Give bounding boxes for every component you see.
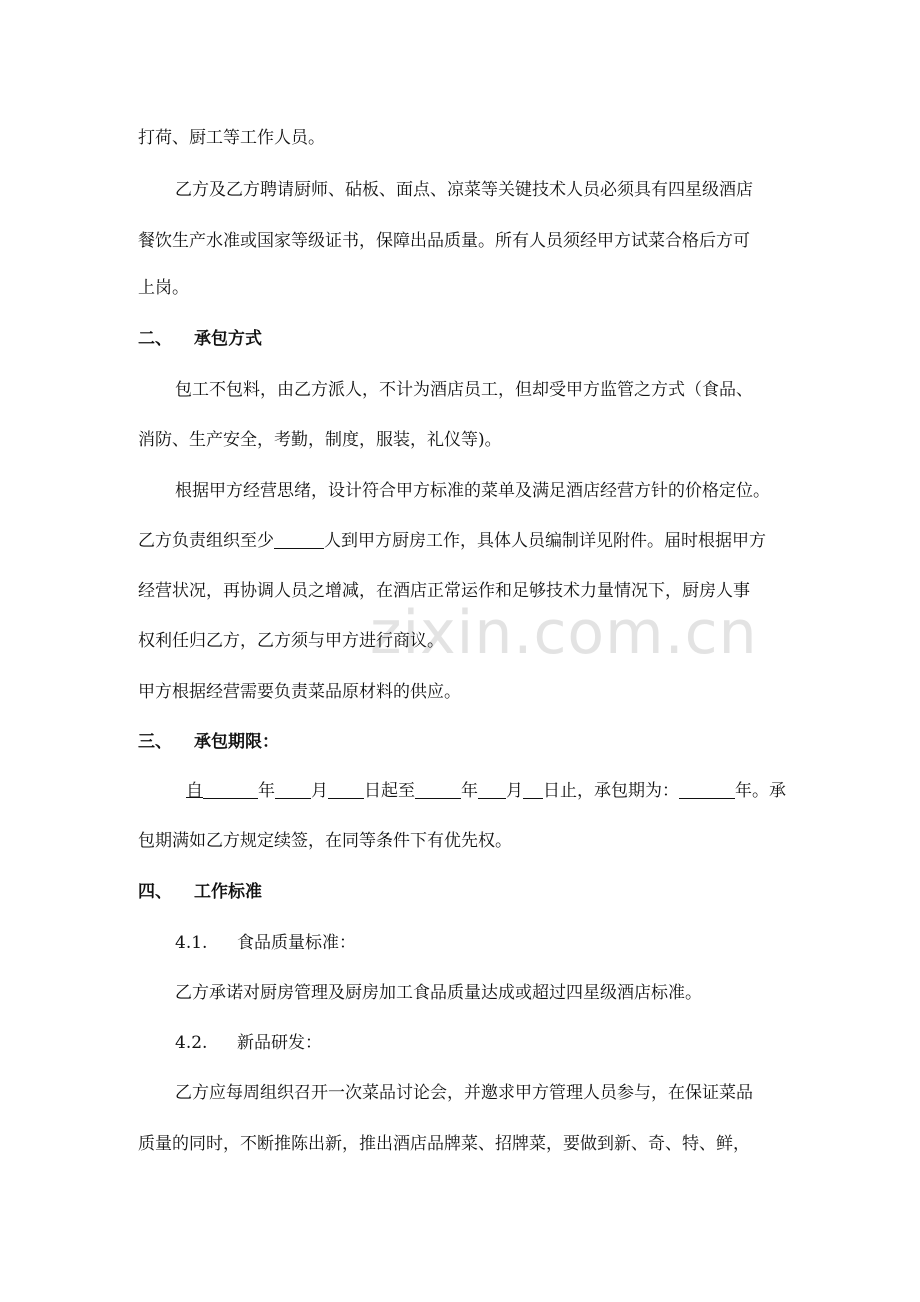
paragraph-line: 包工不包料，由乙方派人，不计为酒店员工，但却受甲方监管之方式（食品、 — [175, 380, 753, 400]
date-line — [186, 780, 786, 802]
paragraph-line: 权利任归乙方，乙方须与甲方进行商议。 — [138, 631, 444, 651]
paragraph-line: 质量的同时，不断推陈出新，推出酒店品牌菜、招牌菜，要做到新、奇、特、鲜， — [138, 1134, 750, 1154]
fill-blank — [679, 780, 735, 799]
paragraph-line: 乙方及乙方聘请厨师、砧板、面点、凉菜等关键技术人员必须具有四星级酒店 — [175, 180, 753, 200]
subsection-4-2 — [175, 1032, 322, 1054]
watermark: zixin.com.cn — [370, 598, 758, 668]
section-heading-3 — [138, 731, 279, 753]
paragraph-line: 包期满如乙方规定续签，在同等条件下有优先权。 — [138, 831, 512, 851]
paragraph-line: 根据甲方经营思绪，设计符合甲方标准的菜单及满足酒店经营方针的价格定位。 — [175, 481, 770, 501]
fill-blank — [523, 780, 543, 799]
paragraph-line — [138, 530, 766, 552]
fill-blank — [275, 780, 311, 799]
subsection-4-1 — [175, 932, 356, 954]
text-segment: 年 — [461, 781, 478, 801]
section-number: 三、 — [138, 732, 172, 752]
paragraph-line: 甲方根据经营需要负责菜品原材料的供应。 — [138, 682, 461, 702]
section-heading-2 — [138, 328, 262, 350]
section-number: 四、 — [138, 882, 172, 902]
subsection-title: 新品研发： — [237, 1033, 322, 1053]
paragraph-line: 经营状况，再协调人员之增减，在酒店正常运作和足够技术力量情况下，厨房人事 — [138, 581, 750, 601]
fill-blank — [478, 780, 506, 799]
fill-blank — [274, 530, 324, 549]
subsection-number: 4.2. — [175, 1033, 208, 1053]
text-segment: 月 — [506, 781, 523, 801]
paragraph-line: 乙方应每周组织召开一次菜品讨论会，并邀求甲方管理人员参与，在保证菜品 — [175, 1083, 753, 1103]
text-segment: 乙方负责组织至少 — [138, 531, 274, 551]
section-title: 承包方式 — [194, 329, 262, 349]
fill-blank — [415, 780, 461, 799]
paragraph-line: 打荷、厨工等工作人员。 — [138, 128, 325, 148]
fill-blank — [203, 780, 258, 799]
text-segment: 月 — [311, 781, 328, 801]
subsection-number: 4.1. — [175, 933, 208, 953]
subsection-title: 食品质量标准： — [237, 933, 356, 953]
paragraph-line: 餐饮生产水准或国家等级证书，保障出品质量。所有人员须经甲方试菜合格后方可 — [138, 231, 750, 251]
text-segment: 年 — [258, 781, 275, 801]
section-number: 二、 — [138, 329, 172, 349]
section-title: 工作标准 — [194, 882, 262, 902]
fill-blank — [328, 780, 364, 799]
text-segment: 年。承 — [735, 781, 786, 801]
section-heading-4 — [138, 881, 262, 903]
paragraph-line: 乙方承诺对厨房管理及厨房加工食品质量达成或超过四星级酒店标准。 — [175, 983, 702, 1003]
text-segment: 日止，承包期为： — [543, 781, 679, 801]
text-segment: 自 — [186, 781, 203, 801]
section-title: 承包期限： — [194, 732, 279, 752]
paragraph-line: 上岗。 — [138, 278, 189, 298]
text-segment: 日起至 — [364, 781, 415, 801]
paragraph-line: 消防、生产安全，考勤，制度，服装，礼仪等)。 — [138, 430, 502, 450]
text-segment: 人到甲方厨房工作，具体人员编制详见附件。届时根据甲方 — [324, 531, 766, 551]
